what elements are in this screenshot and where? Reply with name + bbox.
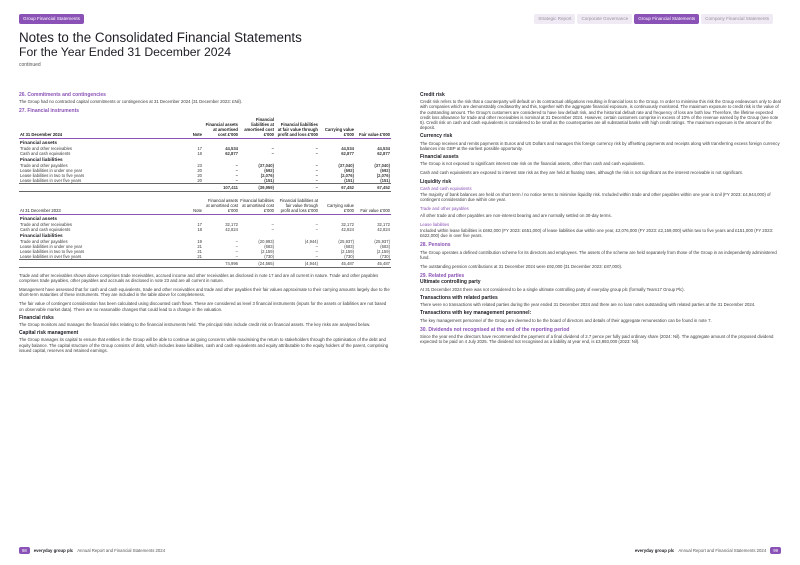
right-column: [420, 93, 782, 344]
ultimate-controlling-party-text: At 31 December 2024 there was not considered to be a single ultimate controlling party of everyday group plc (formally Team17 Group Plc).: [420, 286, 685, 292]
total-cell: 45,487: [355, 259, 391, 267]
pensions-text: The Group operates a defined contribution scheme for its directors and employees. The assets of the scheme are held separately from those of the Group in an independently administered fund.: [420, 249, 777, 260]
trade-payables-text: All other trade and other payables are non-interest bearing and are normally settled on 30-day terms.: [420, 212, 612, 218]
footer-right: [635, 547, 781, 554]
row-note: 21: [197, 253, 202, 259]
row-note: 20: [197, 177, 202, 183]
cell: –: [315, 162, 318, 168]
row-note: 17: [197, 145, 202, 151]
section-financial-liabilities: Financial liabilities: [20, 157, 63, 163]
cell: 32,172: [225, 221, 238, 227]
cell: 32,172: [341, 221, 354, 227]
total-cell: –: [275, 183, 319, 191]
cell: (2,159): [376, 248, 390, 254]
cell: –: [271, 221, 274, 227]
row-label: Trade and other payables: [20, 162, 68, 168]
total-cell: (4,944): [275, 259, 319, 267]
dividends-text: Since the year end the directors have recommended the payment of a final dividend of 2.7 pence per fully paid ordinary share (2024: Nil). The aggregate amount of the proposed dividend expected to be paid on 4 July 2025. The dividend not recognised as a liability at year end, is £3,893,000 (2023: Nil).: [420, 333, 774, 345]
cell: 62,877: [377, 150, 390, 156]
col-header: Carrying value £'000: [319, 117, 355, 139]
cell: –: [315, 226, 318, 232]
cell: –: [315, 243, 318, 249]
row-label: Lease liabilities in under one year: [20, 243, 83, 249]
cell: –: [235, 243, 238, 249]
cell: (2,159): [260, 248, 274, 254]
cell: –: [271, 145, 274, 151]
cell: –: [235, 162, 238, 168]
cell: (37,040): [338, 162, 354, 168]
row-label: Trade and other payables: [20, 238, 68, 244]
cell: –: [235, 248, 238, 254]
cell: 62,877: [341, 150, 354, 156]
cash-equivalents-subtitle: Cash and cash equivalents: [420, 185, 472, 191]
cell: –: [315, 167, 318, 173]
cell: 44,534: [225, 145, 238, 151]
total-cell: 67,452: [319, 183, 355, 191]
continued-label: continued: [19, 62, 41, 68]
cell: 32,172: [377, 221, 390, 227]
cell: (151): [264, 177, 274, 183]
total-cell: (24,565): [239, 259, 275, 267]
currency-risk-text: The Group receives and remits payments in Euros and US Dollars and manages this foreign currency risk by offsetting payments and receipts along with transferring excess foreign currency balances into GBP at the earliest possible opportunity.: [420, 140, 780, 151]
cell: (692): [264, 167, 274, 173]
row-note: 17: [197, 221, 202, 227]
note-30-title: 30. Dividends not recognised at the end of the reporting period: [420, 326, 570, 333]
section-nav: [534, 14, 773, 24]
cell: (20,993): [258, 238, 274, 244]
financial-risks-text: The Group monitors and manages the financial risks relating to the financial instruments held. The principal risks include credit risk on financial assets. The key risks are analysed below.: [19, 322, 371, 328]
page-subtitle: For the Year Ended 31 December 2024: [19, 45, 232, 59]
nav-strategic-report[interactable]: Strategic Report: [534, 14, 575, 24]
cell: –: [315, 172, 318, 178]
ultimate-controlling-party-title: Ultimate controlling party: [420, 279, 481, 286]
lease-liabilities-subtitle: Lease liabilities: [420, 221, 450, 227]
left-column: [19, 93, 391, 353]
nav-corporate-governance[interactable]: Corporate Governance: [577, 14, 632, 24]
cell: (683): [344, 243, 354, 249]
table-total-row: [19, 183, 391, 191]
paragraph-receivables: Trade and other receivables shown above comprises trade receivables, accrued income and other receivables as disclosed in note 17 and are all current in nature. Trade and other payables comprises trade payables, other payables and accruals as disclosed in note 23 and are all current in nature.: [19, 272, 379, 283]
col-note: Note: [189, 198, 203, 215]
table-date-label: At 31 December 2023: [19, 198, 189, 215]
cell: 44,534: [341, 145, 354, 151]
row-label: Cash and cash equivalents: [20, 226, 71, 232]
section-financial-liabilities: Financial liabilities: [20, 233, 63, 239]
cell: –: [315, 150, 318, 156]
row-label: Cash and cash equivalents: [20, 150, 71, 156]
cell: (730): [380, 253, 390, 259]
cell: (730): [264, 253, 274, 259]
pensions-text-2: The outstanding pension contributions at 31 December 2024 were £92,000 (31 December 2023: £87,000).: [420, 264, 623, 270]
related-transactions-text: There were no transactions with related parties during the year ended 31 December 2024 and there are no loan notes outstanding with related parties at the 31 December 2024.: [420, 302, 756, 308]
cell: –: [315, 221, 318, 227]
financial-instruments-2023-table: [19, 198, 391, 268]
total-cell: 45,487: [319, 259, 355, 267]
cell: –: [235, 238, 238, 244]
cell: (692): [380, 167, 390, 173]
cell: (2,076): [376, 172, 390, 178]
total-cell: 74,996: [203, 259, 239, 267]
cell: –: [271, 226, 274, 232]
cell: (2,159): [340, 248, 354, 254]
cell: (683): [380, 243, 390, 249]
cell: –: [235, 172, 238, 178]
col-header: Fair value £'000: [355, 117, 391, 139]
cell: –: [271, 150, 274, 156]
total-cell: 67,452: [355, 183, 391, 191]
total-cell: (39,959): [239, 183, 275, 191]
row-note: 18: [197, 226, 202, 232]
financial-risks-title: Financial risks: [19, 314, 54, 321]
total-cell: 107,411: [203, 183, 239, 191]
cell: –: [315, 145, 318, 151]
cell: (692): [344, 167, 354, 173]
footer-doc-title: Annual Report and Financial Statements 2024: [77, 548, 166, 553]
cell: (25,937): [374, 238, 390, 244]
financial-assets-text: The Group is not exposed to significant interest rate risk on the financial assets, other than cash and cash equivalents.: [420, 161, 645, 167]
section-tag: Group Financial Statements: [19, 14, 84, 24]
cell: (2,076): [260, 172, 274, 178]
cell: –: [235, 253, 238, 259]
note-28-title: 28. Pensions: [420, 242, 451, 249]
note-27-title: 27. Financial instruments: [19, 108, 80, 115]
cell: 42,824: [225, 226, 238, 232]
col-header: Financial liabilities at fair value through profit and loss £'000: [275, 117, 319, 139]
related-transactions-title: Transactions with related parties: [420, 294, 498, 301]
cell: (37,040): [258, 162, 274, 168]
liquidity-risk-title: Liquidity risk: [420, 178, 452, 185]
nav-group-financial-statements[interactable]: Group Financial Statements: [634, 14, 699, 24]
page-title: Notes to the Consolidated Financial Statements: [19, 30, 302, 45]
col-header: Financial liabilities at fair value through profit and loss £'000: [275, 198, 319, 215]
row-note: 20: [197, 172, 202, 178]
paragraph-fair-values: Management have assessed that for cash and cash equivalents, trade and other receivables and trade and other payables their fair values approximate to their carrying amounts largely due to the short-term maturities of these instruments. They are included in the table above for completeness.: [19, 287, 390, 298]
cell: 44,534: [377, 145, 390, 151]
financial-assets-text-2: Cash and cash equivalents are exposed to interest rate risk as they are held at floating rates, although the risk is not significant as the interest receivable is not significant.: [420, 170, 743, 176]
capital-risk-title: Capital risk management: [19, 330, 79, 337]
col-header: Fair value £'000: [355, 198, 391, 215]
paragraph-contingent-consideration: The fair value of contingent consideration has been calculated using discounted cash flows. These are considered as level 3 financial instruments (inputs for the assets or liabilities are not based on observable market data). There are no reasonable changes that could lead to a change in the valuation.: [19, 301, 387, 312]
nav-company-financial-statements[interactable]: Company Financial Statements: [701, 14, 773, 24]
col-header: Financial assets at amortised cost £'000: [203, 117, 239, 139]
row-label: Lease liabilities in over five years: [20, 253, 82, 259]
key-management-title: Transactions with key management personnel:: [420, 310, 532, 317]
footer-brand: everyday group plc: [634, 548, 675, 553]
cell: (4,944): [304, 238, 318, 244]
row-label: Lease liabilities in two to five years: [20, 248, 85, 254]
row-note: 21: [197, 243, 202, 249]
col-header: Financial liabilities at amortised cost £'000: [239, 117, 275, 139]
financial-assets-title: Financial assets: [420, 154, 459, 161]
cell: –: [315, 248, 318, 254]
cell: (730): [344, 253, 354, 259]
footer-brand: everyday group plc: [33, 548, 74, 553]
cell: (37,040): [374, 162, 390, 168]
note-26-text: The Group had no contracted capital commitments or contingencies at 31 December 2024 (31 December 2023: £Nil).: [19, 99, 243, 105]
row-note: 19: [197, 238, 202, 244]
footer-left: [19, 547, 165, 554]
note-29-title: 29. Related parties: [420, 273, 465, 280]
cell: 42,824: [341, 226, 354, 232]
row-label: Trade and other receivables: [20, 145, 72, 151]
cell: (2,076): [340, 172, 354, 178]
cell: –: [315, 177, 318, 183]
cell: (151): [380, 177, 390, 183]
financial-instruments-2024-table: [19, 117, 391, 192]
liquidity-risk-text: The majority of bank balances are held on short term / no notice terms to minimise liquidity risk. Included within trade and other payables within one year is £nil (FY 2023: £4,944,000) of contingent consideration due within one year.: [420, 192, 771, 203]
row-note: 23: [197, 162, 202, 168]
key-management-text: The key management personnel of the Group are deemed to be the board of directors and details of their aggregate remuneration can be found in note 7.: [420, 317, 712, 323]
col-header: Financial assets at amortised cost £'000: [203, 198, 239, 215]
cell: –: [235, 177, 238, 183]
row-note: 21: [197, 248, 202, 254]
section-financial-assets: Financial assets: [20, 140, 58, 146]
cell: (151): [344, 177, 354, 183]
table-total-row: [19, 259, 391, 267]
page-number: 98: [19, 547, 30, 554]
note-26-title: 26. Commitments and contingencies: [19, 92, 106, 98]
row-label: Lease liabilities in two to five years: [20, 172, 85, 178]
lease-liabilities-text: Included within lease liabilities is £692,000 (FY 2023: £651,000) of lease liabilities due within one year, £2,076,000 (FY 2023: £2,159,000) within two to five years and £151,000 (FY 2023: £622,000) due in over five years.: [420, 228, 774, 239]
cell: 62,877: [225, 150, 238, 156]
col-header: Carrying value £'000: [319, 198, 355, 215]
cell: 42,824: [377, 226, 390, 232]
trade-payables-subtitle: Trade and other payables: [420, 206, 469, 212]
cell: (25,937): [338, 238, 354, 244]
cell: –: [235, 167, 238, 173]
cell: –: [315, 253, 318, 259]
credit-risk-title: Credit risk: [420, 92, 445, 98]
row-label: Lease liabilities in over five years: [20, 177, 82, 183]
footer-doc-title: Annual Report and Financial Statements 2024: [678, 548, 767, 553]
cell: (683): [264, 243, 274, 249]
row-note: 20: [197, 167, 202, 173]
row-label: Lease liabilities in under one year: [20, 167, 83, 173]
currency-risk-title: Currency risk: [420, 133, 453, 140]
section-financial-assets: Financial assets: [20, 216, 58, 222]
col-note: Note: [189, 117, 203, 139]
col-header: Financial liabilities at amortised cost £'000: [240, 197, 274, 213]
row-note: 18: [197, 150, 202, 156]
credit-risk-text: Credit risk refers to the risk that a counterparty will default on its contractual obligations resulting in financial loss to the Group. In order to minimise this risk the Group endeavours only to deal with companies which are demonstrably creditworthy and this, together with the aggregate financial exposure, is continuously monitored. The maximum exposure to credit risk is the value of the outstanding amount. The Group's customers are considered to have low default risk, and the historical default rate and frequency of loss are both low. Therefore, the lifetime expected credit loss allowance for trade and other receivables is nominal at 31 December 2024. However, certain customers comprise in excess of 10% of the revenue earned by the Group (see note 5). Credit risk on cash and cash equivalents is considered to be small as the counterparties are all substantial banks with high credit ratings. The maximum exposure is the amount of the deposit.: [420, 99, 781, 131]
row-label: Trade and other receivables: [20, 221, 72, 227]
page-number: 99: [770, 547, 781, 554]
capital-risk-text: The Group manages its capital to ensure that entities in the Group will be able to continue as going concerns while maximising the return to stakeholders through the optimisation of the debt and equity balance. The capital structure of the Group consists of debt, which includes lease liabilities, cash and cash equivalents and equity attributable to the equity holders of the parent, comprising issued capital, reserves and retained earnings.: [19, 337, 389, 353]
table-date-label: At 31 December 2024: [19, 117, 189, 139]
